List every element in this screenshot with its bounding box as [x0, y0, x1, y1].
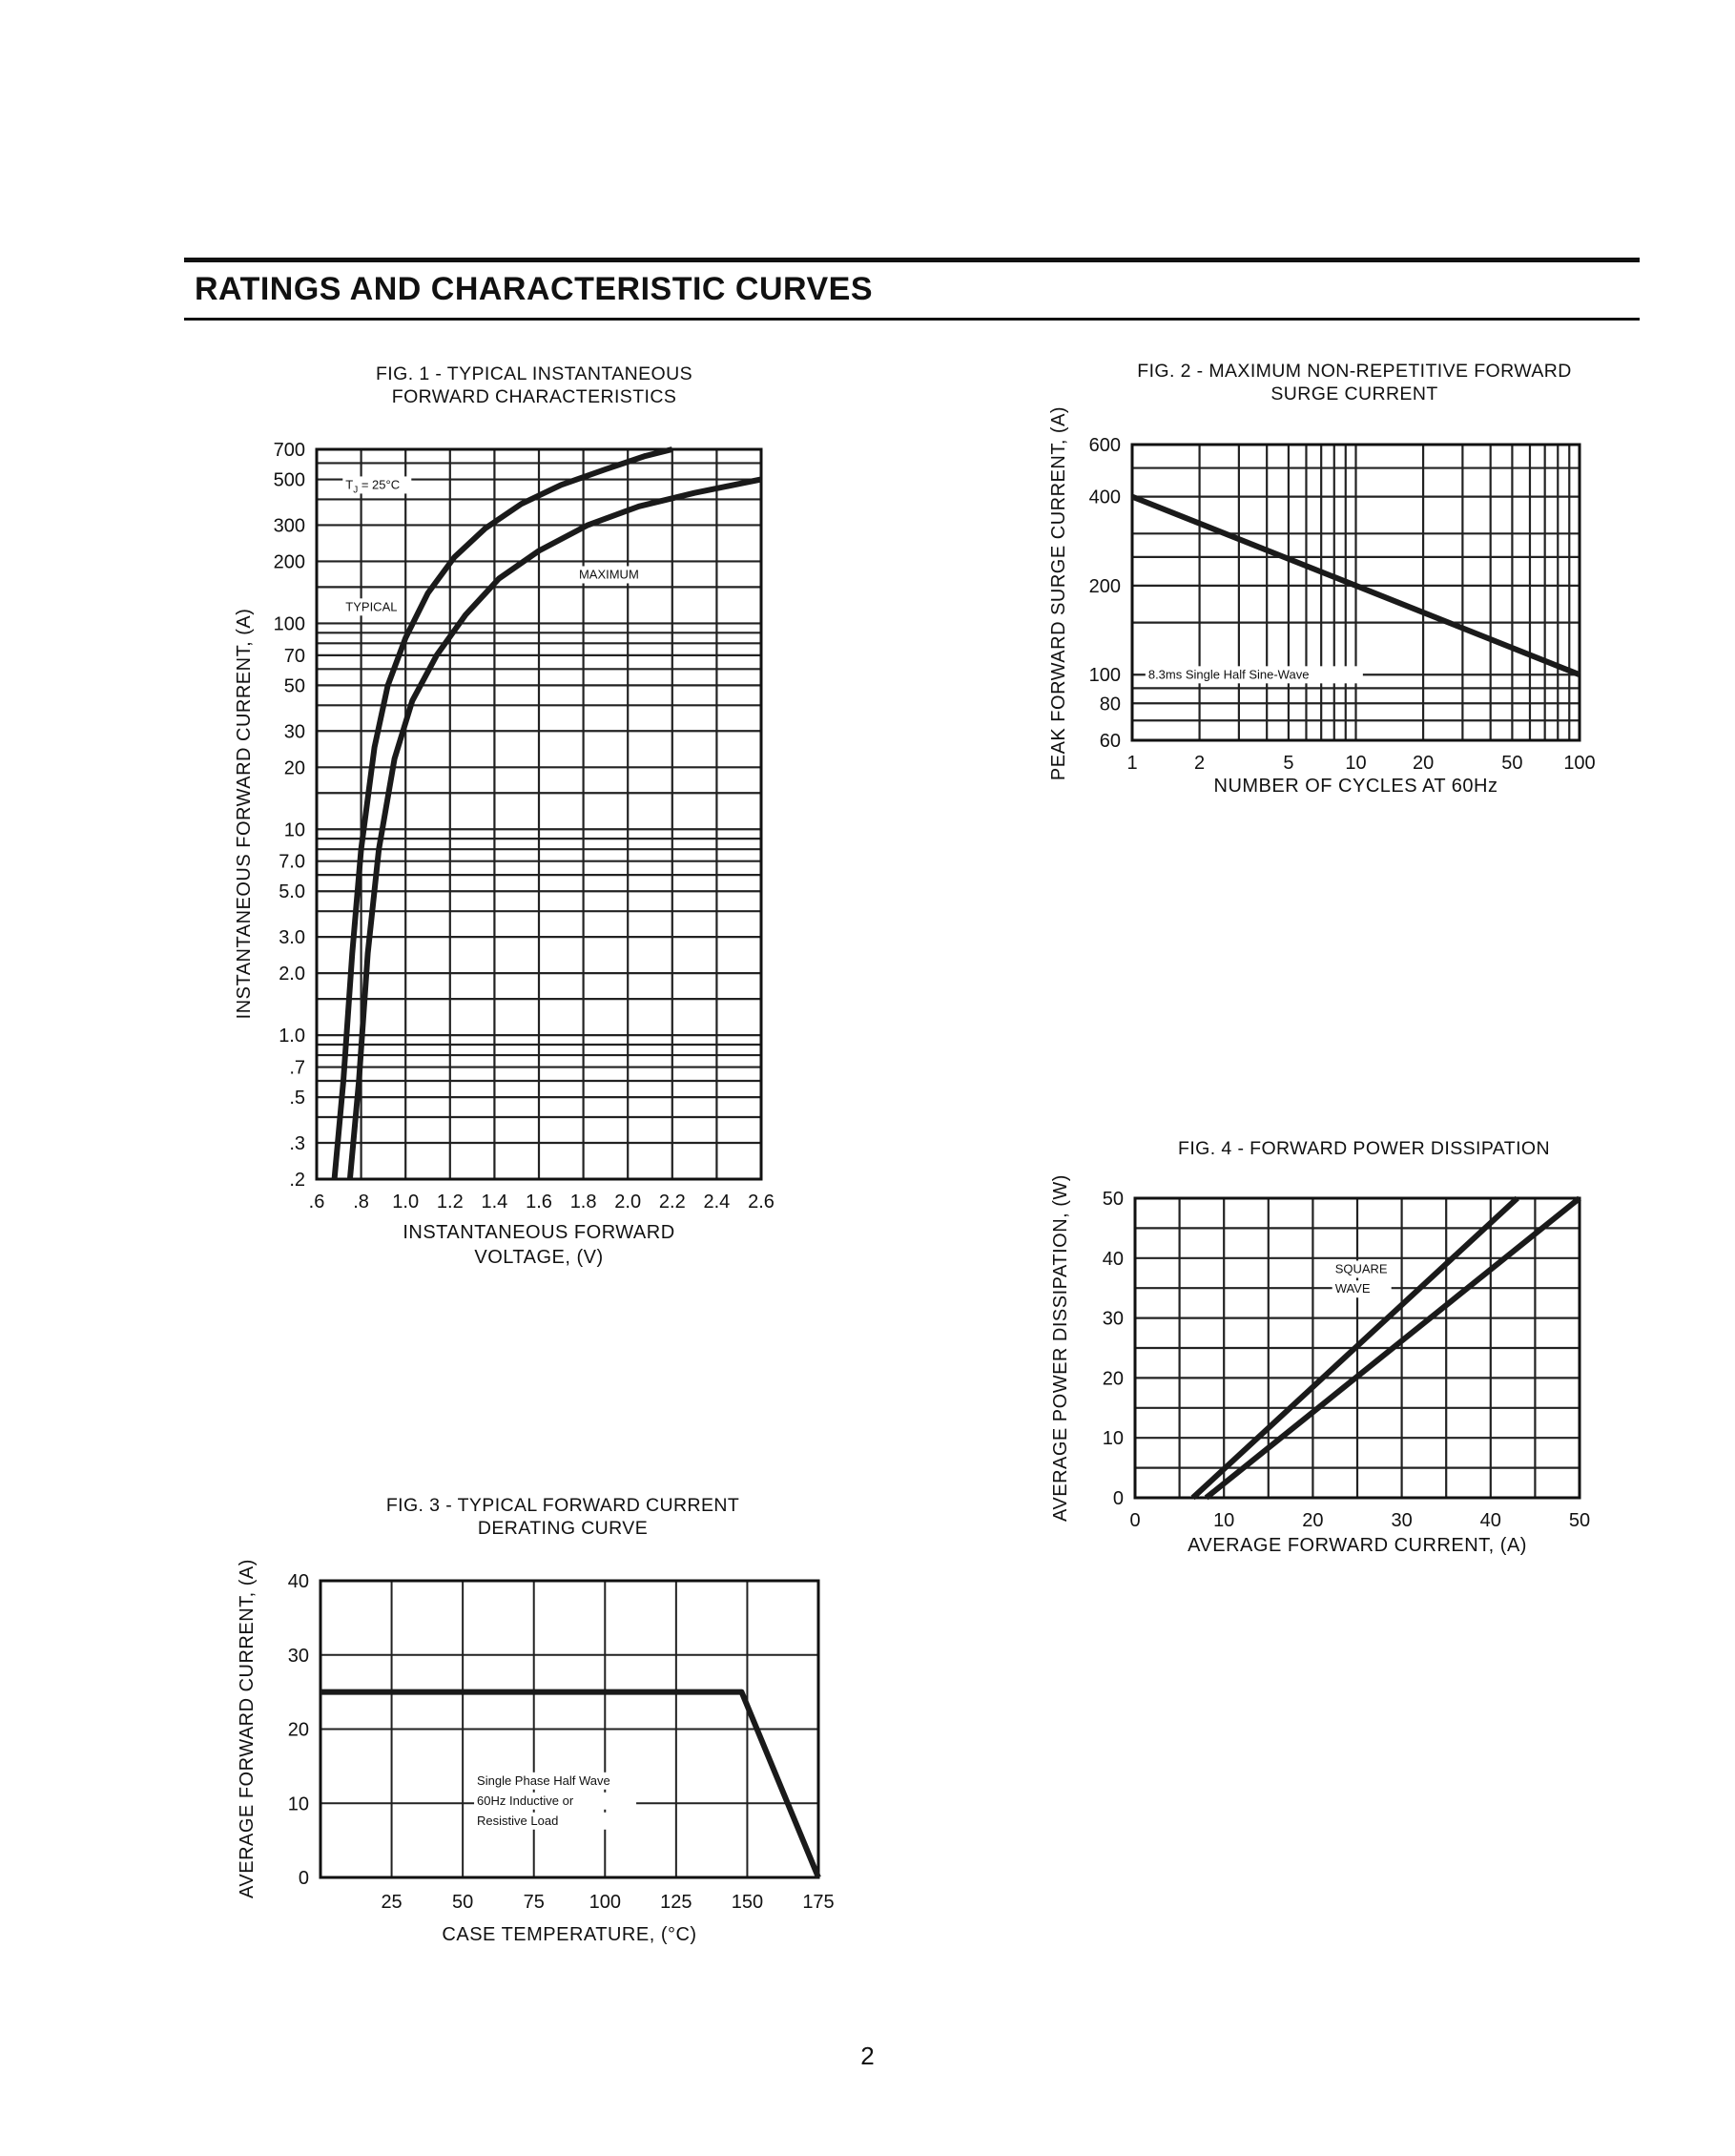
fig3-subtitle: DERATING CURVE	[477, 1518, 649, 1539]
fig3-x-tick-label: 100	[589, 1892, 621, 1913]
fig4-x-tick-label: 50	[1568, 1510, 1591, 1531]
fig4-y-tick-label: 10	[1102, 1428, 1124, 1450]
fig1-x-tick-label: 2.4	[703, 1192, 731, 1213]
fig2-y-tick-label: 60	[1099, 731, 1121, 752]
fig4-x-tick-label: 10	[1213, 1510, 1235, 1531]
fig1-y-tick-label: 100	[273, 613, 305, 635]
fig3-annotation: Single Phase Half Wave	[477, 1772, 610, 1788]
fig4-y-tick-label: 20	[1102, 1368, 1124, 1390]
fig4-x-tick-label: 0	[1129, 1510, 1141, 1531]
fig1-x-tick-label: 2.2	[658, 1192, 686, 1213]
fig1-annotation: $T_J = 25^\circ C$	[345, 477, 401, 496]
fig1-y-tick-label: 1.0	[279, 1026, 305, 1047]
fig1-annotation: MAXIMUM	[578, 567, 639, 582]
fig4-y-axis-label: AVERAGE POWER DISSIPATION, (W)	[1050, 1174, 1071, 1522]
fig1-y-tick-label: 70	[283, 645, 305, 667]
fig1-title: FIG. 1 - TYPICAL INSTANTANEOUS	[376, 363, 692, 384]
fig1-y-tick-label: .2	[289, 1170, 305, 1191]
fig1-x-tick-label: .8	[353, 1192, 369, 1213]
fig1-y-tick-label: .3	[289, 1132, 305, 1154]
fig2-x-tick-label: 10	[1345, 753, 1367, 774]
fig1-y-tick-label: .7	[289, 1057, 305, 1079]
fig2-x-tick-label: 1	[1126, 753, 1138, 774]
fig4-annotation: WAVE	[1334, 1281, 1371, 1296]
fig2-annotation: 8.3ms Single Half Sine-Wave	[1147, 667, 1310, 682]
fig4-y-tick-label: 50	[1102, 1189, 1124, 1210]
fig2-y-tick-label: 400	[1088, 487, 1121, 508]
fig1-x-tick-label: 2.6	[748, 1192, 775, 1213]
fig4-y-tick-label: 30	[1102, 1308, 1124, 1330]
fig1-y-tick-label: 10	[283, 819, 305, 841]
fig1-x-tick-label: 2.0	[614, 1192, 642, 1213]
fig4-annotation: SQUARE	[1334, 1261, 1388, 1276]
fig4-y-tick-label: 0	[1112, 1488, 1124, 1509]
fig1-x-tick-label: 1.4	[481, 1192, 508, 1213]
fig2-x-axis-label: NUMBER OF CYCLES AT 60Hz	[1213, 776, 1498, 797]
fig1-annotation: TYPICAL	[345, 599, 398, 614]
fig3-annotation: 60Hz Inductive or	[477, 1793, 574, 1808]
fig1-x-tick-label: 1.8	[569, 1192, 597, 1213]
fig1-y-tick-label: .5	[289, 1088, 305, 1109]
fig4-x-tick-label: 20	[1302, 1510, 1324, 1531]
fig3-x-tick-label: 150	[731, 1892, 764, 1913]
fig1-x-axis-label: INSTANTANEOUS FORWARD	[403, 1222, 675, 1243]
fig1-y-tick-label: 500	[273, 469, 305, 491]
fig3-x-tick-label: 125	[660, 1892, 692, 1913]
fig3-y-tick-label: 30	[287, 1645, 309, 1667]
fig3-y-axis-label: AVERAGE FORWARD CURRENT, (A)	[237, 1559, 258, 1898]
fig1-y-tick-label: 7.0	[279, 851, 305, 873]
fig2-title: FIG. 2 - MAXIMUM NON-REPETITIVE FORWARD	[1137, 361, 1572, 382]
fig2-subtitle: SURGE CURRENT	[1270, 384, 1438, 404]
fig3-x-tick-label: 75	[523, 1892, 545, 1913]
fig1-y-tick-label: 300	[273, 515, 305, 537]
fig3-y-tick-label: 0	[298, 1868, 309, 1889]
fig1-x-tick-label: 1.6	[526, 1192, 552, 1213]
fig2-y-tick-label: 200	[1088, 575, 1121, 597]
fig1-x-tick-label: 1.0	[392, 1192, 420, 1213]
section-title: RATINGS AND CHARACTERISTIC CURVES	[195, 271, 874, 307]
fig3-y-tick-label: 10	[287, 1793, 309, 1815]
fig2-y-tick-label: 100	[1088, 665, 1121, 687]
fig1-y-tick-label: 2.0	[279, 964, 305, 985]
fig1-subtitle: FORWARD CHARACTERISTICS	[391, 386, 677, 407]
fig2-x-tick-label: 2	[1194, 753, 1206, 774]
fig1-x-tick-label: 1.2	[436, 1192, 464, 1213]
fig1-x-tick-label: .6	[308, 1192, 325, 1213]
fig1-y-tick-label: 700	[273, 440, 305, 461]
fig3-y-tick-label: 40	[287, 1571, 309, 1592]
fig4-title: FIG. 4 - FORWARD POWER DISSIPATION	[1178, 1138, 1550, 1159]
fig4-x-axis-label: AVERAGE FORWARD CURRENT, (A)	[1188, 1535, 1527, 1556]
fig3-title: FIG. 3 - TYPICAL FORWARD CURRENT	[385, 1495, 740, 1516]
fig3-x-tick-label: 25	[381, 1892, 403, 1913]
fig4-x-tick-label: 40	[1479, 1510, 1501, 1531]
fig1-y-tick-label: 30	[283, 721, 305, 743]
fig3-x-tick-label: 175	[802, 1892, 835, 1913]
fig1-y-tick-label: 20	[283, 757, 305, 779]
page-number: 2	[860, 2042, 875, 2070]
fig1-y-tick-label: 200	[273, 551, 305, 573]
fig2-y-tick-label: 80	[1099, 694, 1121, 715]
fig1-x-axis-label-line2: VOLTAGE, (V)	[474, 1247, 604, 1268]
fig2-x-tick-label: 20	[1412, 753, 1435, 774]
fig2-x-tick-label: 50	[1501, 753, 1523, 774]
fig3-x-tick-label: 50	[452, 1892, 474, 1913]
fig1-y-tick-label: 5.0	[279, 881, 305, 903]
fig1-y-tick-label: 3.0	[279, 927, 305, 949]
fig2-x-tick-label: 100	[1563, 753, 1596, 774]
fig2-x-tick-label: 5	[1283, 753, 1294, 774]
fig1-y-tick-label: 50	[283, 675, 305, 697]
fig3-x-axis-label: CASE TEMPERATURE, (°C)	[442, 1924, 697, 1945]
fig2-y-axis-label: PEAK FORWARD SURGE CURRENT, (A)	[1048, 405, 1069, 781]
fig4-x-tick-label: 30	[1391, 1510, 1413, 1531]
fig3-y-tick-label: 20	[287, 1719, 309, 1741]
fig3-annotation: Resistive Load	[477, 1813, 559, 1828]
fig1-y-axis-label: INSTANTANEOUS FORWARD CURRENT, (A)	[234, 608, 255, 1020]
fig4-y-tick-label: 40	[1102, 1248, 1124, 1270]
fig2-y-tick-label: 600	[1088, 435, 1121, 456]
